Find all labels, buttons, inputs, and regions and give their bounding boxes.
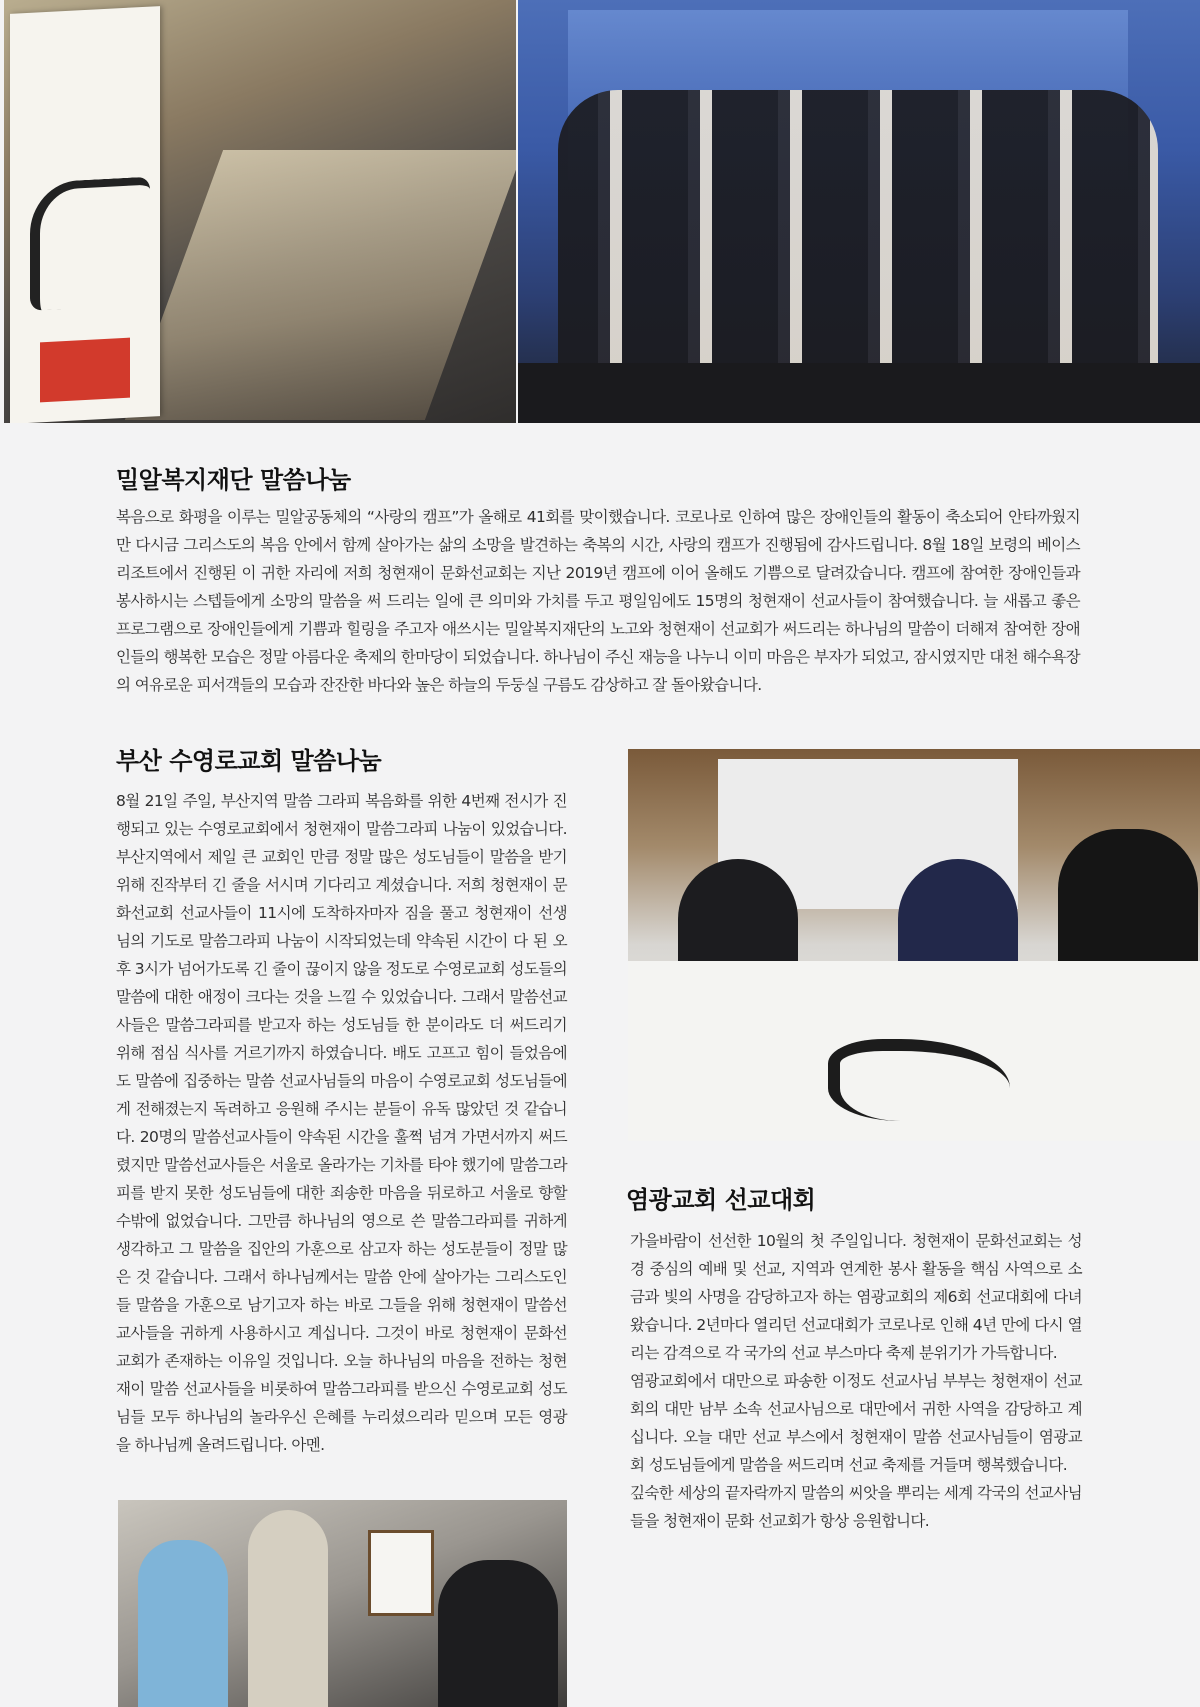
yeomgwang-paragraph-2: 염광교회에서 대만으로 파송한 이정도 선교사님 부부는 청현재이 선교회의 대만 남부 소속 선교사님으로 대만에서 귀한 사역을 감당하고 계십니다. 오늘 대만 선교 부스에서 청현재이 말씀 선교사님들이 염광교회 성도님들에게 말씀을 써드리며 선교 축제를 거들며 행복했습니다. — [630, 1372, 1082, 1474]
calligraphy-table-photo — [628, 749, 1200, 1141]
section-body-busan — [116, 787, 567, 1459]
section-title-yeomgwang: 염광교회 선교대회 — [626, 1186, 816, 1214]
yeomgwang-paragraph-1: 가을바람이 선선한 10월의 첫 주일입니다. 청현재이 문화선교회는 성경 중심의 예배 및 선교, 지역과 연계한 봉사 활동을 핵심 사역으로 소금과 빛의 사명을 감당하고자 하는 염광교회의 제6회 선교대회에 다녀왔습니다. 2년마다 열리던 선교대회가 코로나로 인해 4년 만에 다시 열리는 감격으로 각 국가의 선교 부스마다 축제 분위기가 가득합니다. — [630, 1232, 1082, 1362]
group-of-people — [558, 90, 1158, 380]
busan-paragraph: 8월 21일 주일, 부산지역 말씀 그라피 복음화를 위한 4번째 전시가 진행되고 있는 수영로교회에서 청현재이 말씀그라피 나눔이 있었습니다. 부산지역에서 제일 큰 교회인 만큼 정말 많은 성도님들이 말씀을 받기 위해 진작부터 긴 줄을 서시며 기다리고 계셨습니다. 저희 청현재이 문화선교회 선교사들이 11시에 도착하자마자 짐을 풀고 청현재이 선생님의 기도로 말씀그라피 나눔이 시작되었는데 약속된 시간이 다 된 오후 3시가 넘어가도록 긴 줄이 끊이지 않을 정도로 수영로교회 성도들의 말씀에 대한 애정이 크다는 것을 느낄 수 있었습니다. 그래서 말씀선교사들은 말씀그라피를 받고자 하는 성도님들 한 분이라도 더 써드리기 위해 점심 식사를 거르기까지 하였습니다. 배도 고프고 힘이 들었음에도 말씀에 집중하는 말씀 선교사님들의 마음이 수영로교회 성도님들에게 전해졌는지 독려하고 응원해 주시는 분들이 유독 많았던 것 같습니다. 20명의 말씀선교사들이 약속된 시간을 훌쩍 넘겨 가면서까지 써드렸지만 말씀선교사들은 서울로 올라가는 기차를 타야 했기에 말씀그라피를 받지 못한 성도님들에 대한 죄송한 마음을 뒤로하고 서울로 향할 수밖에 없었습니다. 그만큼 하나님의 영으로 쓴 말씀그라피를 귀하게 생각하고 그 말씀을 집안의 가훈으로 삼고자 하는 성도분들이 정말 많은 것 같습니다. 그래서 하나님께서는 말씀 안에 살아가는 그리스도인들 말씀을 가훈으로 남기고자 하는 바로 그들을 위해 청현재이 말씀선교사들을 귀하게 사용하시고 계십니다. 그것이 바로 청현재이 문화선교회가 존재하는 이유일 것입니다. 오늘 하나님의 마음을 전하는 청현재이 말씀 선교사들을 비롯하여 말씀그라피를 받으신 수영로교회 성도님들 모두 하나님의 놀라우신 은혜를 누리셨으리라 믿으며 모든 영광을 하나님께 올려드립니다. 아멘. — [116, 792, 567, 1454]
calligraphy-banner — [10, 6, 160, 423]
church-lobby-photo — [118, 1500, 567, 1707]
calligraphy-easel — [368, 1530, 434, 1616]
section-title-milal: 밀알복지재단 말씀나눔 — [116, 466, 351, 494]
group-stage-photo — [518, 0, 1200, 423]
calligraphy-event-photo — [4, 0, 516, 423]
section-body-yeomgwang — [630, 1227, 1082, 1535]
milal-paragraph: 복음으로 화평을 이루는 밀알공동체의 “사랑의 캠프”가 올해로 41회를 맞이했습니다. 코로나로 인하여 많은 장애인들의 활동이 축소되어 안타까웠지만 다시금 그리스도의 복음 안에서 함께 살아가는 삶의 소망을 발견하는 축복의 시간, 사랑의 캠프가 진행됨에 감사드립니다. 8월 18일 보령의 베이스 리조트에서 진행된 이 귀한 자리에 저희 청현재이 문화선교회는 지난 2019년 캠프에 이어 올해도 기쁨으로 달려갔습니다. 캠프에 참여한 장애인들과 봉사하시는 스텝들에게 소망의 말씀을 써 드리는 일에 큰 의미와 가치를 두고 평일임에도 15명의 청현재이 선교사들이 참여했습니다. 늘 새롭고 좋은 프로그램으로 장애인들에게 기쁨과 힐링을 주고자 애쓰시는 밀알복지재단의 노고와 청현재이 선교회가 써드리는 하나님의 말씀이 더해져 참여한 장애인들의 행복한 모습은 정말 아름다운 축제의 한마당이 되었습니다. 하나님이 주신 재능을 나누니 이미 마음은 부자가 되었고, 잠시였지만 대천 해수욕장의 여유로운 피서객들의 모습과 잔잔한 바다와 높은 하늘의 두둥실 구름도 감상하고 잘 돌아왔습니다. — [116, 508, 1080, 694]
participants-tables — [125, 150, 516, 420]
section-body-milal — [116, 503, 1080, 699]
yeomgwang-paragraph-3: 깊숙한 세상의 끝자락까지 말씀의 씨앗을 뿌리는 세계 각국의 선교사님들을 청현재이 문화 선교회가 항상 응원합니다. — [630, 1484, 1082, 1530]
section-title-busan: 부산 수영로교회 말씀나눔 — [116, 747, 382, 775]
